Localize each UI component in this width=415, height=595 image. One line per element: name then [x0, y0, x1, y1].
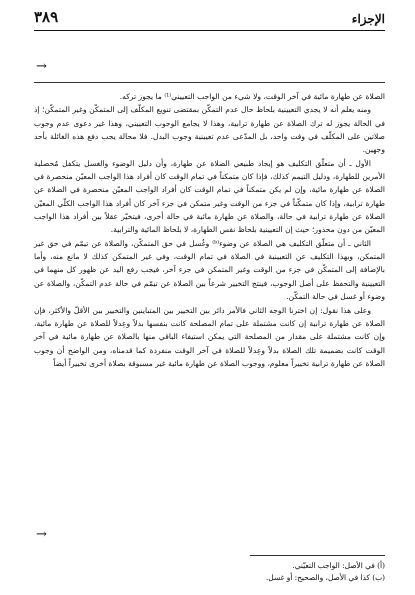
header-rule: [34, 30, 385, 31]
running-head: الإجزاء: [351, 12, 385, 26]
paragraph: ومنه يعلم أنه لا يجدي التعيينية بلحاظ حال عدم التمكّن بمقتضى تنويع المكلّف إلى المتمكّن وغير المتمكّن؛ إذ في الحالة يجوز له ترك الصلاة عن طهارة ترابية، وهذا لا يجامع الوجوب التعييني، وهذا غير دعوى عدم وجوب صلاتين على المكلّف في وقت واحد، بل المدّعى عدم تعيينية وجوب البدل. فلا محالة يجب دفع هذه الغائلة بأحد وجهين.: [34, 105, 385, 155]
body-text: [34, 90, 385, 370]
continuation-rule: [34, 82, 385, 83]
footnotes: [34, 560, 385, 584]
paragraph: الأول ـ أن متعلّق التكليف هو إيجاد طبيعي الصلاة عن طهارة، وأن دليل الوضوء والغسل يتكفل مُحصلية الأمرين للطهارة، ودليل التيمم كذلك، فإذا كان متمكناً في تمام الوقت كان أفراد هذا الواجب المعيّن منحصرة في الصلاة عن طهارة مائية، وإن لم يكن متمكناً في تمام الوقت كان أفراد الواجب المعيّن منحصرة في الصلاة عن طهارة ترابية، وإذا كان متمكّناً في جزء من الوقت وغير متمكن في جزء آخر كان أفراد هذا الواجب الكلّي المعيّن الصلاة عن طهارة ترابية في حالة، والصلاة عن طهارة مائية في حالة أخرى، فيتخيّر عقلاً بين أفراد هذا الواجب المعيّن من دون محذور؛ حيث إن التعيينية بلحاظ نفس الطهارة، لا بلحاظ المائية والترابية.: [34, 158, 385, 235]
page-header: [34, 4, 385, 26]
paragraph: الثاني ـ أن متعلّق التكليف هي الصلاة عن وضوء⁽ᵇ⁾ وغُسل في حق المتمكّن، والصلاة عن تيمّم في حق غير المتمكن، وبهذا التكليف عن التعيينية في الصلاة في تمام الوقت، وفي غير المتمكن كذلك لا مانع منه، وأما بالإضافة إلى المتمكّن في جزء من الوقت وغير المتمكن في جزء آخر، فيجب رفع اليد عن ظهور كل منهما في التعيينية والتحفظ على أصل الوجوب، فينتج التخيير شرعاً بين الصلاة عن تيمّم في حالة عدم التمكّن، والصلاة عن وضوء أو غسل في حالة التمكّن.: [34, 238, 385, 302]
continuation-arrow-icon: →: [36, 59, 47, 74]
footnote: (ب) كذا في الأصل، والصحيح: أو غسل.: [265, 573, 385, 582]
paragraph: الصلاة عن طهارة مائية في آخر الوقت، ولا شيء من الواجب التعييني⁽¹⁾ ما يجوز تركه.: [119, 92, 385, 101]
footnote: (أ) في الأصل: الواجب التعيّني.: [292, 561, 385, 570]
footnote-rule: [250, 555, 385, 556]
continuation-arrow-icon: →: [36, 527, 47, 542]
page-number: ٣٨٩: [34, 8, 59, 26]
paragraph: وعلى هذا نقول: إن اخترنا الوجه الثاني فالأمر دائر بين التخيير بين المتباينين والتخيير بين الأقلّ والأكثر، فإن الصلاة عن طهارة ترابية إن كانت مشتملة على تمام المصلحة كانت بنفسها بدلاً وعِدلاً للصلاة عن طهارة مائية، وإن كانت مشتملة على مقدار من المصلحة التي يمكن استيفاء الباقي منها بالصلاة عن طهارة مائية في آخر الوقت كانت بضميمة تلك الصلاة بدلاً وعِدلاً للصلاة في آخر الوقت منفردة كما قدمناه، ومن الواضح أن وجوب الصلاة عن طهارة ترابية تخييراً معلوم، ووجوب الصلاة عن طهارة مائية غير مسبوقة بصلاة أخرى تخييراً أيضاً: [34, 305, 385, 368]
